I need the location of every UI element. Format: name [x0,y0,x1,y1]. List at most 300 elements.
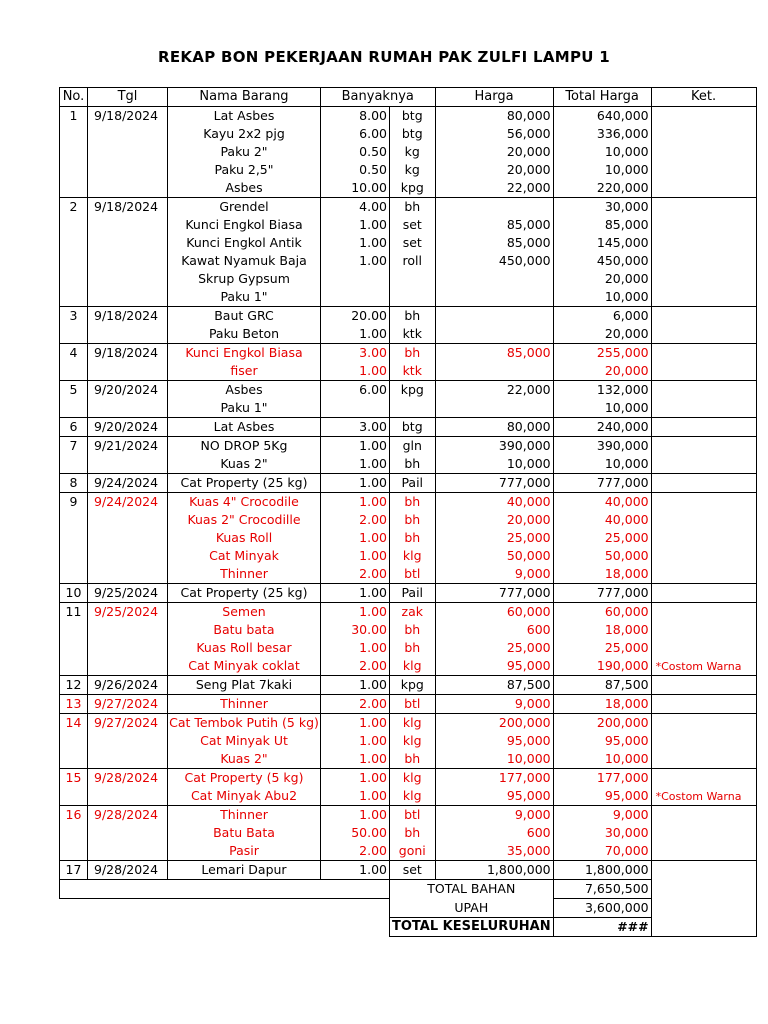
item-price [435,325,553,344]
item-total: 10,000 [553,750,651,769]
item-total: 10,000 [553,143,651,161]
table-row [60,547,757,565]
item-ket [651,695,756,714]
table-row [60,399,757,418]
row-no [60,179,88,198]
row-no [60,252,88,270]
item-qty: 1.00 [321,547,390,565]
item-price [435,270,553,288]
row-no [60,511,88,529]
table-row [60,603,757,622]
row-date [88,270,168,288]
item-unit: roll [402,253,422,268]
table-row [60,695,757,714]
row-date [88,216,168,234]
row-date [88,750,168,769]
row-no [60,787,88,806]
item-name: NO DROP 5Kg [168,437,321,456]
item-name: Cat Tembok Putih (5 kg) [169,715,319,730]
item-name: Kayu 2x2 pjg [168,125,321,143]
table-row [60,362,757,381]
item-name: Kawat Nyamuk Baja [168,252,321,270]
item-qty: 50.00 [321,824,390,842]
item-qty: 1.00 [321,861,390,880]
table-row [60,216,757,234]
item-total: 777,000 [553,584,651,603]
item-unit: btl [390,695,436,714]
item-qty [321,270,390,288]
item-price: 20,000 [435,511,553,529]
item-qty: 2.00 [321,511,390,529]
item-total: 60,000 [553,603,651,622]
item-qty: 10.00 [321,179,390,198]
row-date [88,639,168,657]
item-unit: set [402,235,422,250]
item-price: 10,000 [435,750,553,769]
table-row [60,161,757,179]
item-ket [651,288,756,307]
row-date: 9/21/2024 [88,437,168,456]
upah-row [60,899,757,918]
item-price: 20,000 [435,161,553,179]
item-qty: 3.00 [321,344,390,363]
item-qty: 1.00 [321,493,390,512]
item-total: 20,000 [553,362,651,381]
item-ket [651,732,756,750]
item-name: Skrup Gypsum [168,270,321,288]
item-ket [651,216,756,234]
row-date [88,143,168,161]
item-name: Batu Bata [168,824,321,842]
table-row [60,732,757,750]
item-unit: kg [404,144,420,159]
item-name: Paku 1" [168,399,321,418]
table-row [60,787,757,806]
item-ket [651,270,756,288]
item-price: 40,000 [435,493,553,512]
item-name: Baut GRC [168,307,321,326]
row-date: 9/18/2024 [88,344,168,363]
row-date [88,529,168,547]
item-qty: 3.00 [321,418,390,437]
item-ket [651,511,756,529]
item-qty: 8.00 [321,107,390,126]
item-total: 20,000 [553,270,651,288]
row-date: 9/20/2024 [88,418,168,437]
row-date [88,565,168,584]
item-name: Seng Plat 7kaki [168,676,321,695]
item-ket [651,198,756,217]
item-ket [651,179,756,198]
table-row [60,806,757,825]
item-name: Kunci Engkol Biasa [168,344,321,363]
header-harga: Harga [435,88,553,107]
table-row [60,288,757,307]
item-total: 50,000 [553,547,651,565]
item-unit: kpg [390,676,436,695]
row-no [60,657,88,676]
item-unit: bh [404,825,421,840]
item-ket [651,234,756,252]
row-date: 9/27/2024 [88,695,168,714]
item-qty: 2.00 [321,842,390,861]
table-row [60,325,757,344]
row-no [60,399,88,418]
row-no [60,288,88,307]
item-total: 10,000 [553,455,651,474]
item-price: 85,000 [435,216,553,234]
table-row [60,676,757,695]
item-price: 56,000 [435,125,553,143]
item-ket [651,824,756,842]
item-unit: gln [390,437,436,456]
table-row [60,824,757,842]
item-ket [651,769,756,788]
row-date: 9/28/2024 [88,769,168,788]
table-row [60,125,757,143]
row-no [60,824,88,842]
row-no [60,750,88,769]
item-qty: 1.00 [321,714,390,733]
item-unit: klg [390,769,436,788]
grand-total-row [60,918,757,937]
item-unit: set [390,861,436,880]
total-bahan-value: 7,650,500 [553,880,651,899]
item-ket [651,584,756,603]
item-unit [390,288,436,307]
item-total: 336,000 [553,125,651,143]
row-no: 10 [60,584,88,603]
table-row [60,842,757,861]
item-qty: 1.00 [321,769,390,788]
row-date: 9/18/2024 [88,198,168,217]
header-total: Total Harga [553,88,651,107]
table-row [60,657,757,676]
item-name: Cat Property (25 kg) [168,584,321,603]
table-row [60,455,757,474]
item-unit: kg [404,162,420,177]
upah-label: UPAH [390,899,554,918]
row-no: 5 [60,381,88,400]
row-no [60,565,88,584]
item-total: 190,000 [553,657,651,676]
item-price [435,307,553,326]
item-name: Kuas 2" Crocodille [168,511,321,529]
item-name: Paku 2" [168,143,321,161]
page-title: REKAP BON PEKERJAAN RUMAH PAK ZULFI LAMPU 1 [157,48,611,66]
item-unit: bh [404,640,421,655]
item-price: 85,000 [435,344,553,363]
item-total: 25,000 [553,639,651,657]
item-price: 20,000 [435,143,553,161]
item-qty: 1.00 [321,234,390,252]
header-banyaknya: Banyaknya [321,88,436,107]
item-name: Asbes [168,381,321,400]
item-ket [651,842,756,861]
row-date: 9/24/2024 [88,493,168,512]
row-date [88,732,168,750]
item-ket [651,529,756,547]
item-name: Paku 2,5" [168,161,321,179]
row-date: 9/28/2024 [88,806,168,825]
item-price: 390,000 [435,437,553,456]
item-ket [651,381,756,400]
item-ket [651,418,756,437]
item-unit: Pail [390,474,436,493]
item-ket [651,143,756,161]
item-price: 10,000 [435,455,553,474]
item-price: 9,000 [435,695,553,714]
item-price: 450,000 [435,252,553,270]
item-qty: 1.00 [321,732,390,750]
row-no: 17 [60,861,88,880]
item-unit: kpg [390,381,436,400]
item-price: 25,000 [435,639,553,657]
item-price [435,399,553,418]
item-qty: 2.00 [321,695,390,714]
item-unit: btl [390,806,436,825]
item-price [435,362,553,381]
item-price: 777,000 [435,474,553,493]
item-total: 10,000 [553,399,651,418]
item-unit: btl [404,566,421,581]
item-total: 70,000 [553,842,651,861]
table-row [60,769,757,788]
item-qty: 2.00 [321,565,390,584]
item-ket [651,252,756,270]
table-body [60,107,757,880]
item-unit: klg [402,733,422,748]
item-total: 18,000 [553,621,651,639]
table-row [60,418,757,437]
item-unit: goni [398,843,426,858]
item-qty [321,399,390,418]
row-no: 11 [60,603,88,622]
item-total: 40,000 [553,493,651,512]
row-no [60,639,88,657]
item-name: Kuas 2" [168,455,321,474]
item-qty: 20.00 [321,307,390,326]
item-price: 22,000 [435,381,553,400]
row-no: 12 [60,676,88,695]
row-no: 13 [60,695,88,714]
row-no: 2 [60,198,88,217]
table-row [60,252,757,270]
row-no: 14 [60,714,88,733]
item-total: 18,000 [553,565,651,584]
item-total: 30,000 [553,198,651,217]
item-price [435,288,553,307]
rekap-table [59,87,757,937]
row-date [88,179,168,198]
item-total: 10,000 [553,288,651,307]
item-qty: 1.00 [321,252,390,270]
row-no: 6 [60,418,88,437]
item-qty: 1.00 [321,676,390,695]
item-unit: btg [390,418,436,437]
item-unit: bh [404,751,421,766]
item-name: Thinner [168,565,321,584]
row-no [60,732,88,750]
item-ket [651,455,756,474]
item-ket [651,621,756,639]
item-total: 9,000 [553,806,651,825]
item-name: Kuas 2" [168,750,321,769]
item-qty: 0.50 [321,161,390,179]
row-date [88,399,168,418]
item-total: 177,000 [553,769,651,788]
item-name: Lat Asbes [168,418,321,437]
item-total: 25,000 [553,529,651,547]
header-ket: Ket. [651,88,756,107]
item-qty: 1.00 [321,325,390,344]
row-no: 7 [60,437,88,456]
item-total: 95,000 [553,732,651,750]
row-no: 15 [60,769,88,788]
row-date: 9/18/2024 [88,307,168,326]
item-ket [651,362,756,381]
item-unit: klg [402,658,422,673]
row-date [88,547,168,565]
item-total: 10,000 [553,161,651,179]
item-name: Kunci Engkol Biasa [168,216,321,234]
row-date [88,824,168,842]
row-no [60,547,88,565]
table-row [60,750,757,769]
item-ket [651,474,756,493]
row-date [88,125,168,143]
item-name: Kuas Roll [168,529,321,547]
item-ket [651,437,756,456]
item-total: 87,500 [553,676,651,695]
item-ket [651,657,756,676]
row-no [60,143,88,161]
item-name: Lat Asbes [168,107,321,126]
row-no: 9 [60,493,88,512]
item-total: 95,000 [553,787,651,806]
header-tgl: Tgl [88,88,168,107]
item-ket [651,399,756,418]
item-ket [651,565,756,584]
row-no [60,161,88,179]
header-nama: Nama Barang [168,88,321,107]
table-row [60,511,757,529]
item-price: 50,000 [435,547,553,565]
item-price: 777,000 [435,584,553,603]
item-qty: 2.00 [321,657,390,676]
table-row [60,621,757,639]
item-qty: 6.00 [321,125,390,143]
table-row [60,270,757,288]
row-no [60,455,88,474]
row-date [88,657,168,676]
item-qty: 1.00 [321,584,390,603]
grand-total-value: ### [553,918,651,937]
item-price: 95,000 [435,732,553,750]
item-unit: klg [402,548,422,563]
row-date: 9/27/2024 [88,714,168,733]
item-total: 640,000 [553,107,651,126]
item-unit [390,399,436,418]
row-no: 16 [60,806,88,825]
item-ket [651,344,756,363]
item-name: Thinner [168,806,321,825]
item-total: 450,000 [553,252,651,270]
row-no: 8 [60,474,88,493]
item-total: 85,000 [553,216,651,234]
table-row [60,474,757,493]
item-total: 1,800,000 [553,861,651,880]
item-price: 95,000 [435,657,553,676]
item-unit: btg [401,126,423,141]
table-row [60,107,757,126]
table-row [60,639,757,657]
item-qty: 1.00 [321,603,390,622]
grand-total-label: TOTAL KESELURUHAN [390,918,554,937]
item-name: Pasir [168,842,321,861]
item-ket [651,676,756,695]
item-name: Thinner [168,695,321,714]
item-unit [390,270,436,288]
row-date [88,234,168,252]
item-qty: 1.00 [321,787,390,806]
table-row [60,198,757,217]
item-price: 22,000 [435,179,553,198]
item-qty: 1.00 [321,455,390,474]
item-ket [651,861,756,880]
row-no [60,270,88,288]
item-ket [651,161,756,179]
item-unit: bh [404,530,421,545]
item-total: 132,000 [553,381,651,400]
row-no [60,529,88,547]
item-name: Semen [168,603,321,622]
item-ket [651,714,756,733]
item-ket [651,325,756,344]
row-date: 9/24/2024 [88,474,168,493]
item-unit: Pail [390,584,436,603]
item-unit: ktk [402,363,422,378]
table-row [60,234,757,252]
item-ket [651,125,756,143]
table-row [60,714,757,733]
row-date [88,252,168,270]
item-price: 600 [435,621,553,639]
item-total: 18,000 [553,695,651,714]
item-qty: 1.00 [321,362,390,381]
item-unit: bh [390,344,436,363]
item-name: Asbes [168,179,321,198]
item-price: 200,000 [435,714,553,733]
row-date: 9/28/2024 [88,861,168,880]
item-price: 600 [435,824,553,842]
item-price: 177,000 [435,769,553,788]
item-price: 1,800,000 [435,861,553,880]
item-unit: kpg [400,180,424,195]
row-date [88,621,168,639]
row-no [60,842,88,861]
item-unit: zak [390,603,436,622]
total-bahan-label: TOTAL BAHAN [390,880,554,899]
item-price: 35,000 [435,842,553,861]
item-qty: 1.00 [321,437,390,456]
item-total: 240,000 [553,418,651,437]
item-qty: 1.00 [321,216,390,234]
item-unit: bh [390,198,436,217]
item-ket [651,787,756,806]
item-total: 20,000 [553,325,651,344]
item-name: Lemari Dapur [168,861,321,880]
